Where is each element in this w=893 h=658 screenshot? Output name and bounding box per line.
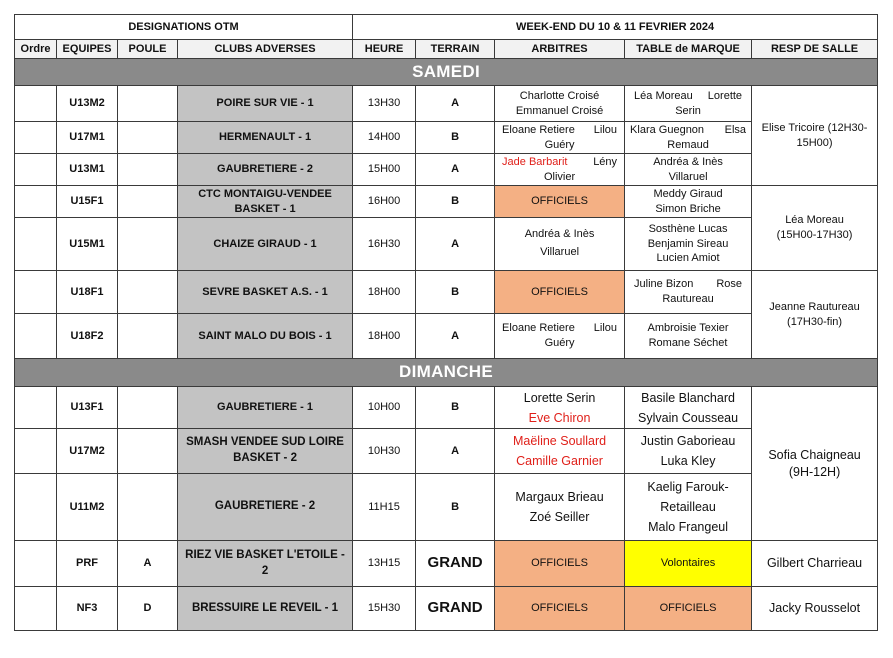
team-cell: PRF <box>57 541 118 587</box>
referees-cell <box>495 218 625 271</box>
hall-manager-name: Sofia Chaigneau <box>768 447 861 462</box>
scorer-name: Basile Blanchard <box>641 390 735 405</box>
ordre-cell <box>15 314 57 359</box>
scorer-name: Juline Bizon <box>634 278 694 291</box>
referee-name: Eloane Retiere <box>502 322 575 335</box>
time-cell: 13H30 <box>353 86 416 122</box>
club-cell: GAUBRETIERE - 2 <box>178 474 353 541</box>
referees-officiels-cell: OFFICIELS <box>495 587 625 631</box>
ordre-cell <box>15 86 57 122</box>
scorers-cell <box>625 387 752 429</box>
scorer-name: Justin Gaborieau <box>640 434 736 448</box>
referee-name: Eloane Retiere <box>502 123 575 136</box>
team-cell: U13F1 <box>57 387 118 429</box>
court-cell: A <box>416 429 495 474</box>
ordre-cell <box>15 218 57 271</box>
time-cell: 16H00 <box>353 186 416 218</box>
col-terrain: TERRAIN <box>416 40 495 59</box>
court-cell: A <box>416 218 495 271</box>
time-cell: 14H00 <box>353 122 416 154</box>
table-row <box>15 541 878 587</box>
table-row <box>15 314 878 359</box>
col-poule: POULE <box>118 40 178 59</box>
section-title-dimanche: DIMANCHE <box>15 359 878 387</box>
scorer-name: Elsa <box>724 123 747 136</box>
time-cell: 11H15 <box>353 474 416 541</box>
team-cell: U18F1 <box>57 271 118 314</box>
referee-name: Charlotte Croisé <box>519 89 600 102</box>
team-cell: U15M1 <box>57 218 118 271</box>
referee-name: Lilou <box>593 123 618 136</box>
court-cell: A <box>416 314 495 359</box>
hall-manager-cell <box>752 186 878 271</box>
club-cell: BRESSUIRE LE REVEIL - 1 <box>178 587 353 631</box>
table-row <box>15 154 878 186</box>
time-cell: 15H30 <box>353 587 416 631</box>
poule-cell <box>118 314 178 359</box>
poule-cell <box>118 429 178 474</box>
otm-schedule-sheet <box>14 14 877 643</box>
col-heure: HEURE <box>353 40 416 59</box>
scorer-name: Meddy Giraud <box>653 187 723 200</box>
scorers-cell <box>625 271 752 314</box>
poule-cell: D <box>118 587 178 631</box>
scorer-name: Serin <box>675 104 701 117</box>
col-equipes: EQUIPES <box>57 40 118 59</box>
scorer-name: Malo Frangeul <box>648 520 728 534</box>
court-cell: B <box>416 271 495 314</box>
scorers-cell <box>625 86 752 122</box>
referee-name: Jade Barbarit <box>502 155 568 168</box>
poule-cell: A <box>118 541 178 587</box>
referee-name: Emmanuel Croisé <box>515 104 604 117</box>
poule-cell <box>118 271 178 314</box>
scorers-cell <box>625 474 752 541</box>
hall-manager-hours: 15H00) <box>796 136 833 149</box>
team-cell: U18F2 <box>57 314 118 359</box>
col-ordre: Ordre <box>15 40 57 59</box>
team-cell: U13M2 <box>57 86 118 122</box>
scorer-name: Rautureau <box>662 293 714 305</box>
referee-name: Olivier <box>543 170 576 183</box>
hall-manager-hours: (9H-12H) <box>788 464 841 479</box>
club-cell: HERMENAULT - 1 <box>178 122 353 154</box>
referee-name: Lorette Serin <box>523 390 596 405</box>
scorers-cell <box>625 218 752 271</box>
court-cell: GRAND <box>416 541 495 587</box>
scorer-name: Luka Kley <box>660 454 716 468</box>
hall-manager-cell <box>752 387 878 541</box>
club-cell: CTC MONTAIGU-VENDEE BASKET - 1 <box>178 186 353 218</box>
table-row <box>15 218 878 271</box>
scorer-name: Remaud <box>667 138 709 151</box>
club-cell: GAUBRETIERE - 2 <box>178 154 353 186</box>
scorers-officiels-cell: OFFICIELS <box>625 587 752 631</box>
ordre-cell <box>15 271 57 314</box>
referees-cell <box>495 154 625 186</box>
club-cell: POIRE SUR VIE - 1 <box>178 86 353 122</box>
hall-manager-name: Elise Tricoire (12H30- <box>761 121 868 134</box>
referees-officiels-cell: OFFICIELS <box>495 541 625 587</box>
time-cell: 15H00 <box>353 154 416 186</box>
referees-cell <box>495 429 625 474</box>
scorer-name: Sosthène Lucas <box>648 222 728 235</box>
poule-cell <box>118 122 178 154</box>
section-samedi <box>15 59 878 86</box>
table-row <box>15 387 878 429</box>
team-cell: NF3 <box>57 587 118 631</box>
scorer-name: Klara Guegnon <box>630 123 705 136</box>
team-cell: U17M2 <box>57 429 118 474</box>
col-clubs: CLUBS ADVERSES <box>178 40 353 59</box>
time-cell: 10H00 <box>353 387 416 429</box>
scorers-cell <box>625 122 752 154</box>
court-cell: B <box>416 122 495 154</box>
ordre-cell <box>15 122 57 154</box>
club-cell: RIEZ VIE BASKET L'ETOILE - 2 <box>178 541 353 587</box>
hall-manager-cell: Jacky Rousselot <box>752 587 878 631</box>
poule-cell <box>118 387 178 429</box>
ordre-cell <box>15 429 57 474</box>
scorer-name: Léa Moreau <box>634 89 693 102</box>
table-row <box>15 587 878 631</box>
scorer-name: Simon Briche <box>655 202 721 215</box>
referee-name: Guéry <box>544 138 575 151</box>
referee-name: Guéry <box>544 337 575 349</box>
time-cell: 18H00 <box>353 314 416 359</box>
referee-name: Lény <box>593 155 618 168</box>
scorers-cell <box>625 154 752 186</box>
referee-name: Maëline Soullard <box>512 434 607 448</box>
table-row <box>15 186 878 218</box>
hall-manager-name: Jeanne Rautureau <box>769 300 860 313</box>
referees-cell <box>495 122 625 154</box>
scorer-name: Villaruel <box>668 170 708 183</box>
court-cell: B <box>416 474 495 541</box>
court-cell: GRAND <box>416 587 495 631</box>
referees-cell <box>495 387 625 429</box>
hall-manager-cell <box>752 271 878 359</box>
time-cell: 13H15 <box>353 541 416 587</box>
club-cell: SMASH VENDEE SUD LOIRE BASKET - 2 <box>178 429 353 474</box>
table-row <box>15 122 878 154</box>
column-header-row <box>15 40 878 59</box>
referee-name: Zoé Seiller <box>529 510 590 524</box>
scorer-name: Kaelig Farouk- <box>647 480 729 494</box>
referees-cell <box>495 314 625 359</box>
club-cell: CHAIZE GIRAUD - 1 <box>178 218 353 271</box>
scorer-name: Sylvain Cousseau <box>638 410 739 425</box>
section-dimanche <box>15 359 878 387</box>
weekend-title: WEEK-END DU 10 & 11 FEVRIER 2024 <box>353 15 878 40</box>
poule-cell <box>118 86 178 122</box>
time-cell: 16H30 <box>353 218 416 271</box>
team-cell: U17M1 <box>57 122 118 154</box>
title-row <box>15 15 878 40</box>
col-table-marque: TABLE de MARQUE <box>625 40 752 59</box>
poule-cell <box>118 218 178 271</box>
section-title-samedi: SAMEDI <box>15 59 878 86</box>
referees-officiels-cell: OFFICIELS <box>495 271 625 314</box>
ordre-cell <box>15 186 57 218</box>
table-row <box>15 86 878 122</box>
poule-cell <box>118 474 178 541</box>
referees-cell <box>495 474 625 541</box>
table-row <box>15 474 878 541</box>
referee-name: Eve Chiron <box>528 410 591 425</box>
ordre-cell <box>15 154 57 186</box>
ordre-cell <box>15 387 57 429</box>
time-cell: 10H30 <box>353 429 416 474</box>
court-cell: B <box>416 387 495 429</box>
time-cell: 18H00 <box>353 271 416 314</box>
scorers-cell <box>625 186 752 218</box>
scorer-name: Rose <box>716 278 743 291</box>
scorers-volunteers-cell: Volontaires <box>625 541 752 587</box>
referee-name: Margaux Brieau <box>515 490 604 504</box>
scorer-name: Romane Séchet <box>648 337 728 349</box>
scorers-cell <box>625 429 752 474</box>
hall-manager-cell: Gilbert Charrieau <box>752 541 878 587</box>
schedule-table <box>14 14 878 631</box>
col-arbitres: ARBITRES <box>495 40 625 59</box>
hall-manager-name: Léa Moreau <box>785 214 844 227</box>
scorers-cell <box>625 314 752 359</box>
table-row <box>15 429 878 474</box>
scorer-name: Benjamin Sireau <box>647 237 729 250</box>
club-cell: SEVRE BASKET A.S. - 1 <box>178 271 353 314</box>
referee-name: Camille Garnier <box>516 454 603 468</box>
club-cell: GAUBRETIERE - 1 <box>178 387 353 429</box>
ordre-cell <box>15 474 57 541</box>
hall-manager-hours: (17H30-fin) <box>787 315 843 328</box>
table-row <box>15 271 878 314</box>
team-cell: U11M2 <box>57 474 118 541</box>
scorer-name: Andréa & Inès <box>653 155 723 168</box>
hall-manager-hours: (15H00-17H30) <box>776 229 853 241</box>
scorer-name: Lucien Amiot <box>656 252 720 265</box>
scorer-name: Ambroisie Texier <box>647 322 729 335</box>
designations-title: DESIGNATIONS OTM <box>15 15 353 40</box>
ordre-cell <box>15 587 57 631</box>
col-resp-salle: RESP DE SALLE <box>752 40 878 59</box>
poule-cell <box>118 186 178 218</box>
court-cell: B <box>416 186 495 218</box>
ordre-cell <box>15 541 57 587</box>
club-cell: SAINT MALO DU BOIS - 1 <box>178 314 353 359</box>
referees-cell <box>495 86 625 122</box>
scorer-name: Lorette <box>707 89 743 102</box>
referees-officiels-cell: OFFICIELS <box>495 186 625 218</box>
court-cell: A <box>416 154 495 186</box>
hall-manager-cell <box>752 86 878 186</box>
team-cell: U13M1 <box>57 154 118 186</box>
referee-name: Villaruel <box>540 246 580 258</box>
court-cell: A <box>416 86 495 122</box>
scorer-name: Retailleau <box>660 500 716 514</box>
referee-name: Lilou <box>593 322 618 335</box>
referee-name: Andréa & Inès <box>524 228 595 241</box>
team-cell: U15F1 <box>57 186 118 218</box>
poule-cell <box>118 154 178 186</box>
